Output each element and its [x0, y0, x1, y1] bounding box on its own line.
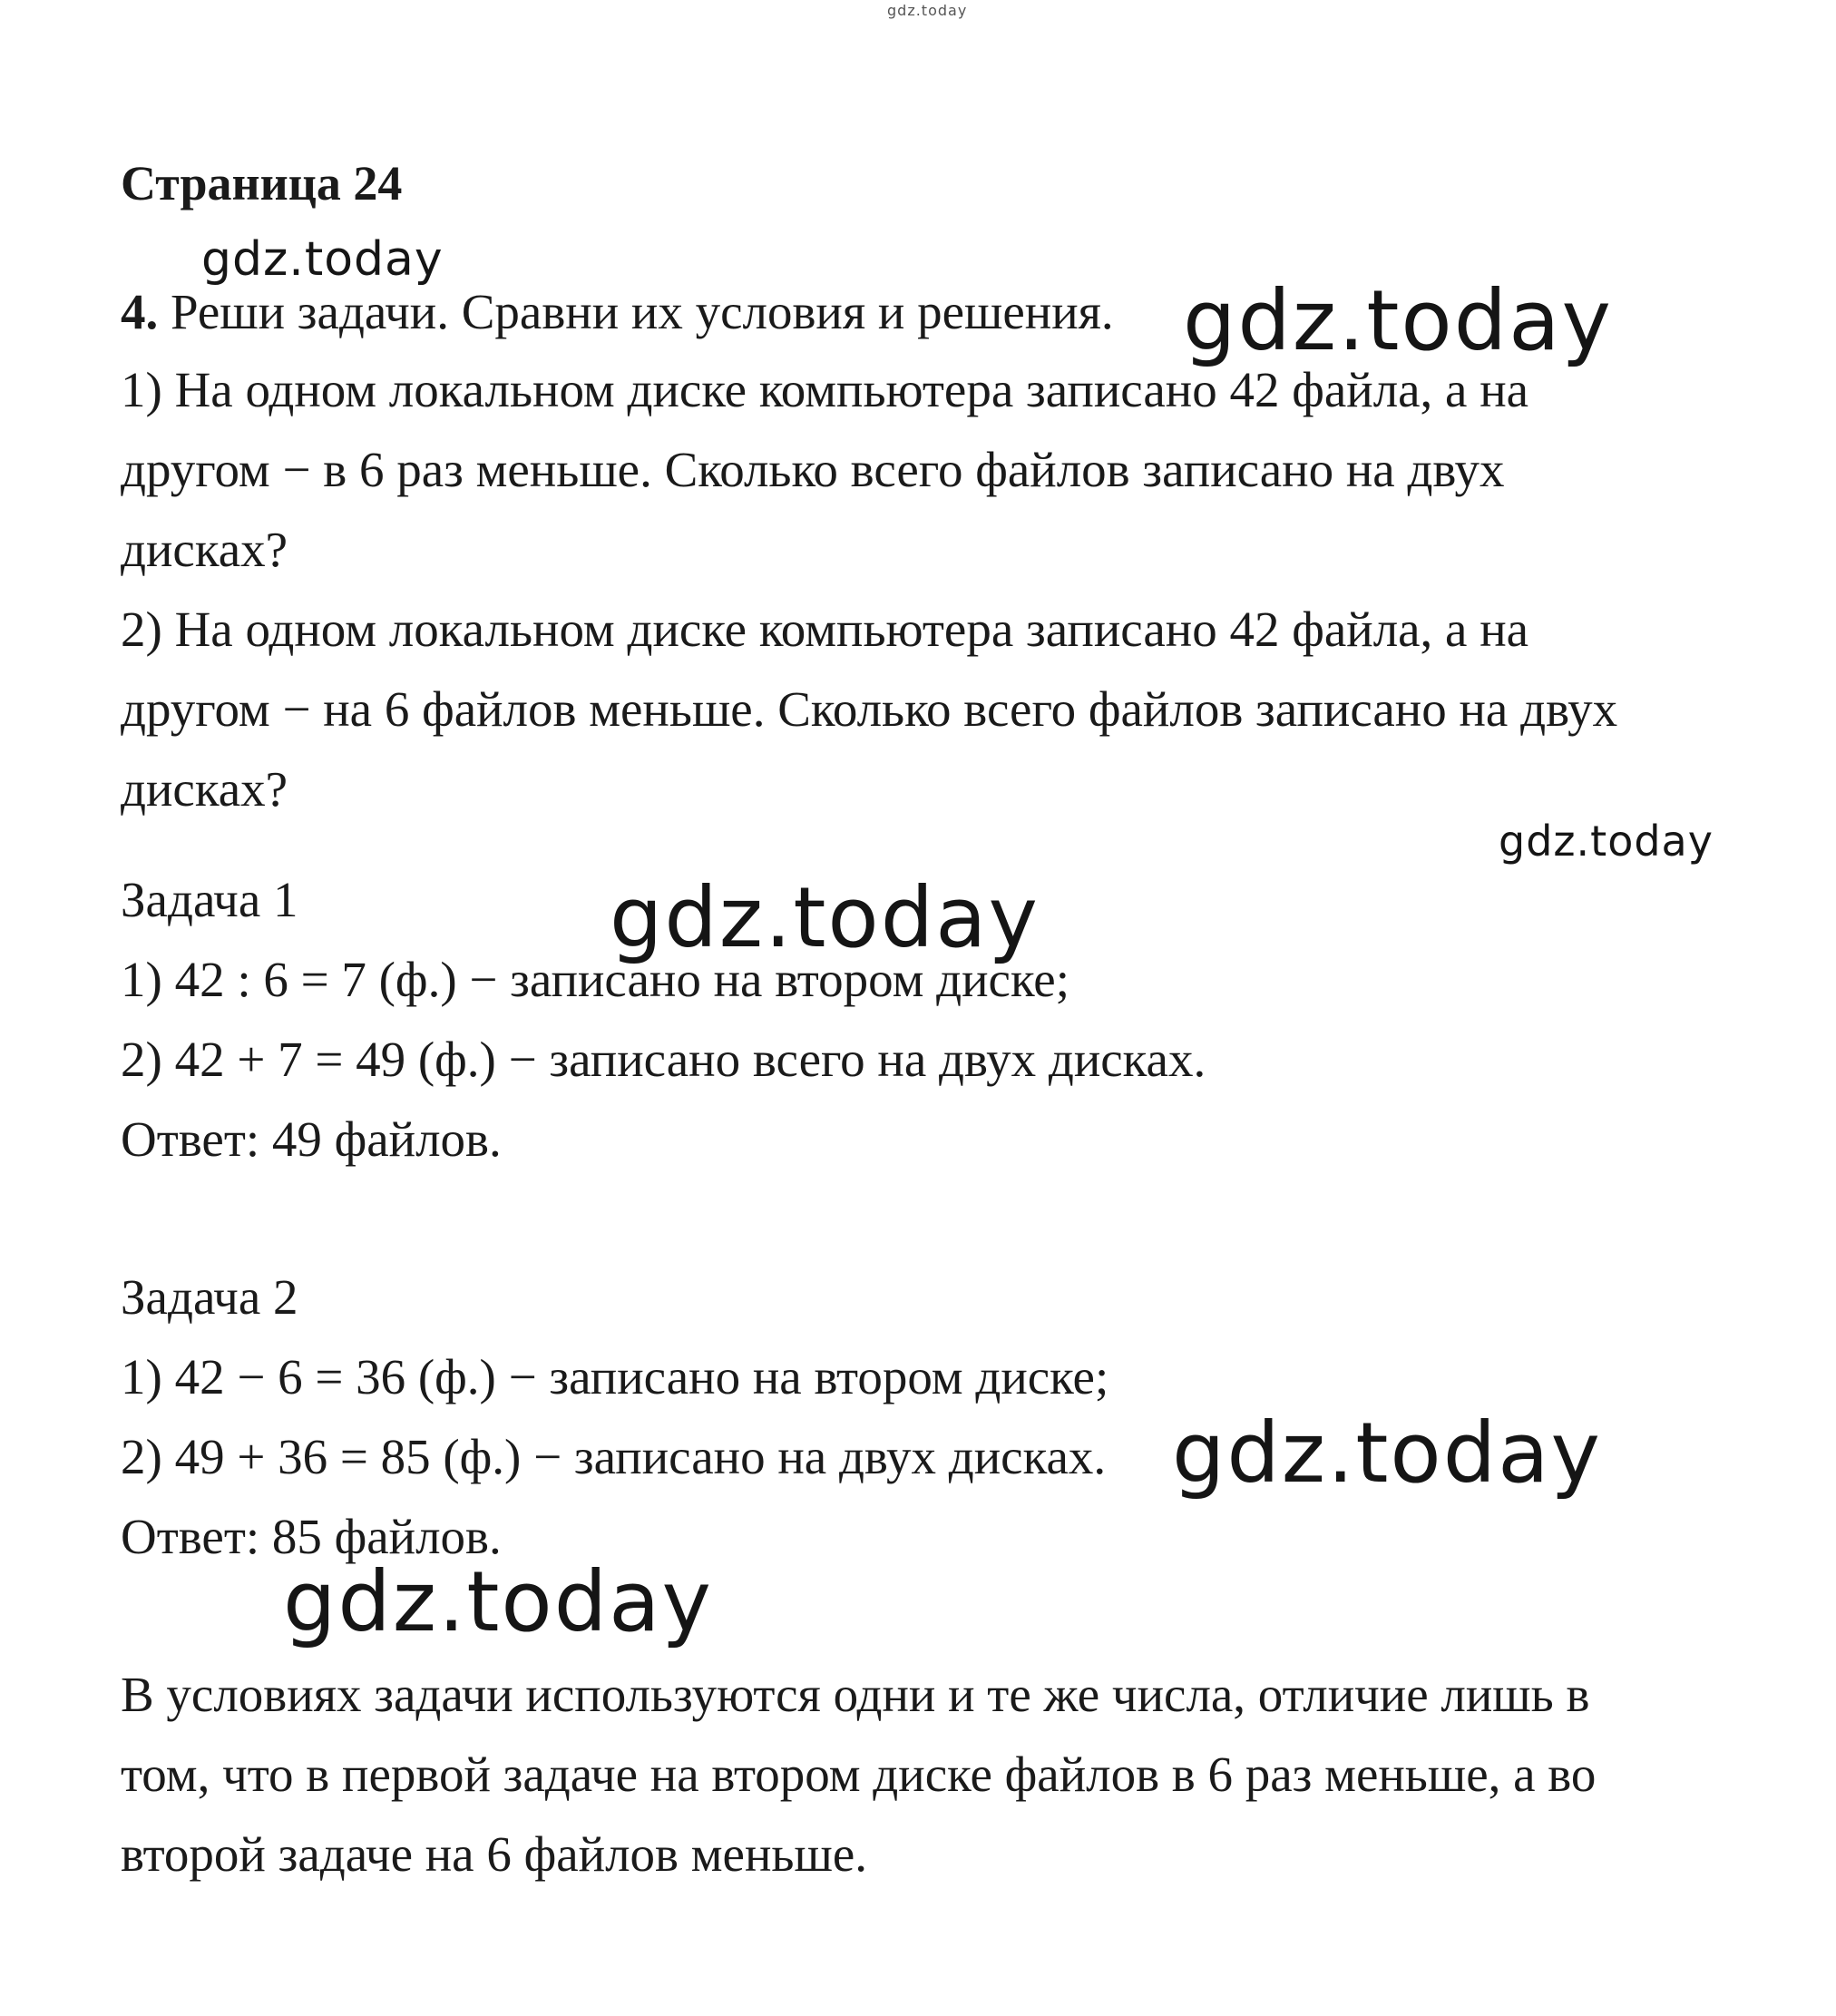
problem2-line-2: другом − на 6 файлов меньше. Сколько всего файлов записано на двух — [121, 681, 1618, 737]
solution2-answer: Ответ: 85 файлов. — [121, 1509, 502, 1564]
conclusion-line-3: второй задаче на 6 файлов меньше. — [121, 1826, 867, 1882]
task-instruction: Реши задачи. Сравни их условия и решения. — [171, 284, 1114, 339]
conclusion-line-2: том, что в первой задаче на втором диске файлов в 6 раз меньше, а во — [121, 1747, 1597, 1802]
solution1-title: Задача 1 — [121, 872, 298, 927]
watermark-large-1: gdz.today — [1183, 272, 1613, 369]
solution2-step-2: 2) 49 + 36 = 85 (ф.) − записано на двух дисках. — [121, 1429, 1107, 1484]
solution2-title: Задача 2 — [121, 1269, 298, 1325]
page-title: Страница 24 — [121, 156, 403, 210]
problem2-line-1: 2) На одном локальном диске компьютера записано 42 файла, а на — [121, 602, 1529, 657]
watermark-small-1: gdz.today — [201, 232, 444, 287]
problem2-line-3: дисках? — [121, 761, 288, 817]
solution1-step-2: 2) 42 + 7 = 49 (ф.) − записано всего на двух дисках. — [121, 1032, 1206, 1087]
problem1-line-1: 1) На одном локальном диске компьютера записано 42 файла, а на — [121, 362, 1529, 417]
watermark-medium-1: gdz.today — [1499, 817, 1714, 866]
conclusion-line-1: В условиях задачи используются одни и те же числа, отличие лишь в — [121, 1667, 1590, 1722]
watermark-large-4: gdz.today — [283, 1553, 713, 1650]
solution1-step-1: 1) 42 : 6 = 7 (ф.) − записано на втором диске; — [121, 952, 1069, 1007]
problem1-line-3: дисках? — [121, 522, 288, 577]
solution1-answer: Ответ: 49 файлов. — [121, 1111, 502, 1167]
task-number: 4. — [121, 284, 159, 339]
watermark-large-2: gdz.today — [610, 869, 1040, 966]
task-instruction-line — [121, 283, 1114, 341]
watermark-top: gdz.today — [887, 2, 968, 19]
watermark-large-3: gdz.today — [1172, 1404, 1602, 1502]
problem1-line-2: другом − в 6 раз меньше. Сколько всего файлов записано на двух — [121, 442, 1505, 497]
solution2-step-1: 1) 42 − 6 = 36 (ф.) − записано на втором диске; — [121, 1349, 1109, 1404]
